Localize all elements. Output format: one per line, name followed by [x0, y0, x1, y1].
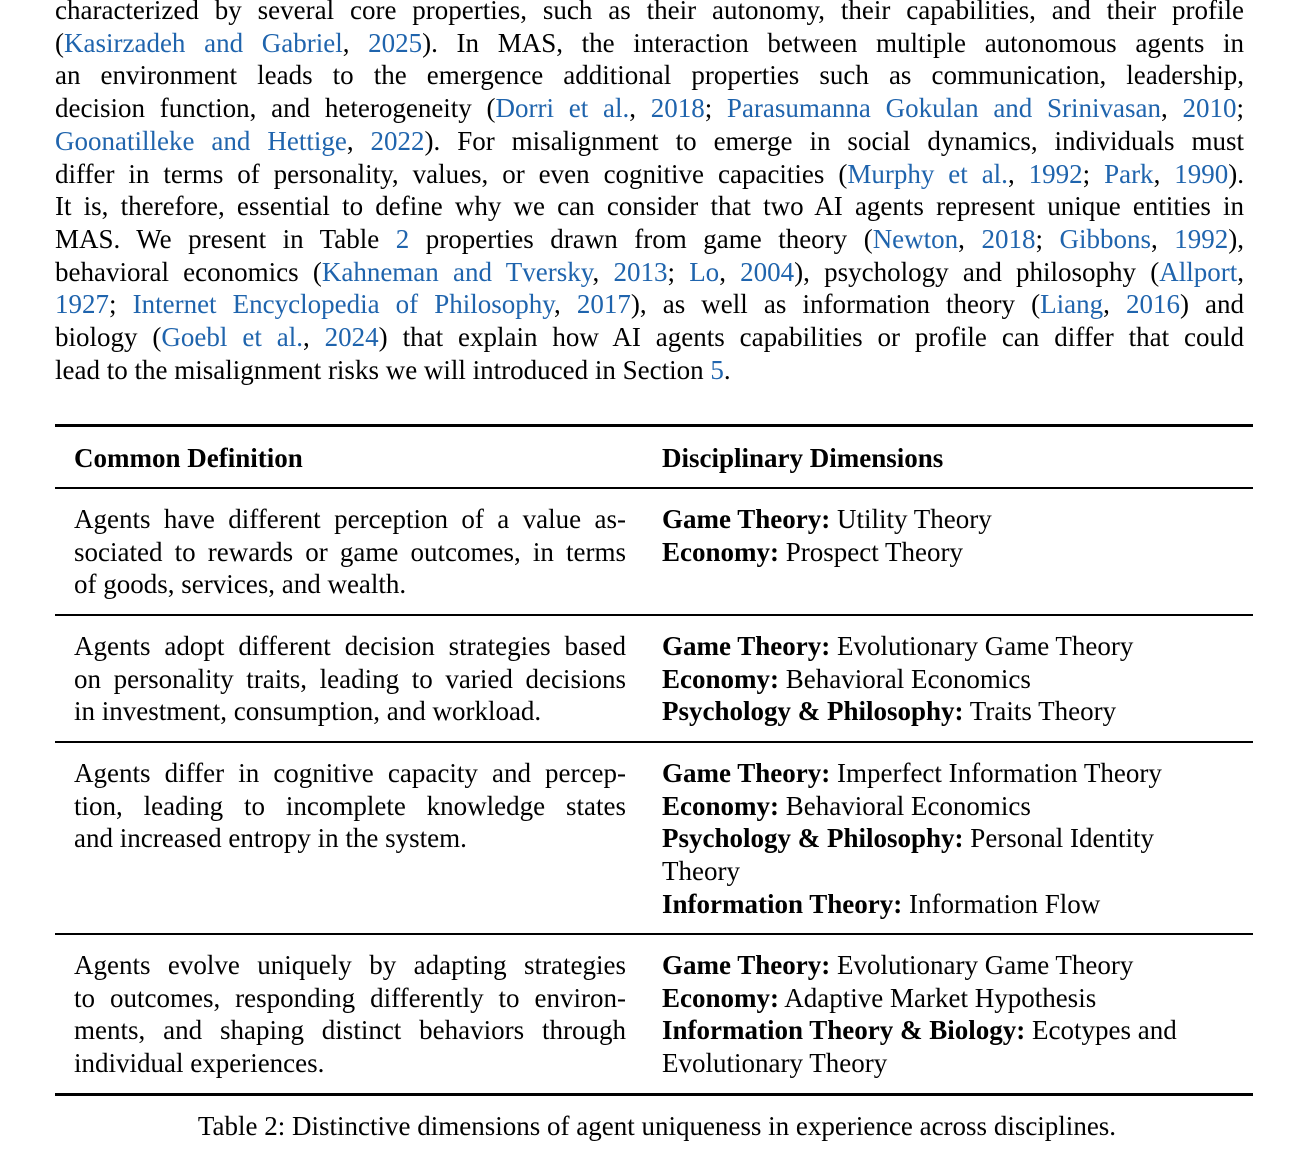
paragraph-text: MAS. We present in Table [55, 223, 396, 254]
paragraph-text: ; [109, 289, 133, 320]
paragraph-line [55, 354, 1244, 387]
table-header-rule [55, 487, 1253, 489]
dimension-item [662, 536, 1236, 569]
paragraph-text: , [719, 256, 741, 287]
citation-link[interactable]: Allport [1159, 256, 1238, 287]
dimension-theory: Personal Identity Theory [662, 823, 1155, 887]
dimension-discipline: Psychology & Philosophy: [662, 823, 964, 854]
citation-link[interactable]: 2025 [368, 27, 423, 58]
citation-link[interactable]: Park [1104, 158, 1154, 189]
dimension-item [662, 757, 1236, 790]
citation-link[interactable]: 2018 [981, 223, 1036, 254]
paragraph-text: ) that explain how AI agents capabilities or profile can differ that could [378, 322, 1245, 353]
dimension-discipline: Economy: [662, 663, 779, 694]
paragraph-text: , [1103, 289, 1126, 320]
paragraph-text: , [1007, 158, 1029, 189]
definition-line: Agents adopt different decision strategies based [74, 631, 626, 661]
paragraph-text: ) and [1179, 289, 1245, 320]
citation-link[interactable]: 1992 [1174, 223, 1229, 254]
paragraph-text: properties drawn from game theory ( [409, 223, 873, 254]
paragraph-text: , [1150, 223, 1175, 254]
dimension-discipline: Game Theory: [662, 631, 831, 661]
paragraph-text: differ in terms of personality, values, or even cognitive capacities ( [55, 158, 848, 189]
table-bottom-rule [55, 1093, 1253, 1096]
table-cell-dimensions [662, 949, 1236, 1080]
dimension-discipline: Game Theory: [662, 950, 831, 980]
paragraph-text: behavioral economics ( [55, 256, 322, 287]
paragraph-text: , [346, 125, 371, 156]
citation-link[interactable]: Parasumanna Gokulan and Srinivasan [726, 93, 1162, 124]
citation-link[interactable]: Kasirzadeh and Gabriel [64, 27, 343, 58]
citation-link[interactable]: 2004 [740, 256, 795, 287]
paragraph-text: ; [1035, 223, 1060, 254]
citation-link[interactable]: 1990 [1174, 158, 1229, 189]
dimension-item [662, 663, 1236, 696]
dimension-discipline: Game Theory: [662, 758, 831, 788]
definition-line: sociated to rewards or game outcomes, in terms [74, 536, 626, 567]
paragraph-line [55, 158, 1244, 191]
definition-line: ments, and shaping distinct behaviors through [74, 1015, 626, 1046]
citation-link[interactable]: 2018 [650, 93, 705, 124]
table-cell-definition [74, 757, 626, 855]
paragraph-text: ). [1228, 158, 1244, 189]
table-cell-dimensions [662, 503, 1236, 568]
dimension-item [662, 1014, 1236, 1079]
paragraph-text: ( [55, 27, 64, 58]
paragraph-text: , [1161, 93, 1183, 124]
citation-link[interactable]: Dorri et al. [495, 93, 630, 124]
paragraph-line [55, 0, 1244, 27]
paragraph-text: ; [704, 93, 727, 124]
citation-link[interactable]: 2010 [1182, 93, 1237, 124]
table-header-common-definition: Common Definition [74, 443, 303, 473]
paragraph-text: , [554, 289, 577, 320]
paragraph-text: , [958, 223, 982, 254]
dimension-theory: Behavioral Economics [779, 790, 1031, 821]
dimension-discipline: Economy: [662, 982, 779, 1013]
citation-link[interactable]: Newton [872, 223, 959, 254]
table-row-rule [55, 741, 1253, 743]
paragraph-text: . [723, 354, 731, 385]
citation-link[interactable]: 1927 [55, 289, 109, 320]
citation-link[interactable]: 2013 [613, 256, 668, 287]
citation-link[interactable]: 2022 [370, 125, 425, 156]
definition-line: on personality traits, leading to varied decisions [74, 663, 626, 694]
definition-line: tion, leading to incomplete knowledge states [74, 790, 626, 821]
citation-link[interactable]: Goonatilleke and Hettige [55, 125, 347, 156]
paragraph-text: , [629, 93, 651, 124]
citation-link[interactable]: 5 [710, 354, 724, 385]
citation-link[interactable]: Lo [689, 256, 720, 287]
definition-line: and increased entropy in the system. [74, 823, 467, 854]
table-cell-dimensions [662, 630, 1236, 728]
dimension-theory: Adaptive Market Hypothesis [779, 982, 1097, 1013]
citation-link[interactable]: Goebl et al. [161, 322, 303, 353]
definition-line: Agents have different perception of a value as- [74, 504, 626, 534]
dimension-theory: Ecotypes and Evolutionary Theory [662, 1015, 1177, 1079]
paragraph-text: ), as well as information theory ( [630, 289, 1041, 320]
definition-line: Agents evolve uniquely by adapting strategies [74, 950, 626, 980]
paragraph-text: ; [1082, 158, 1105, 189]
table-cell-definition [74, 630, 626, 728]
citation-link[interactable]: Kahneman and Tversky [321, 256, 593, 287]
paragraph-text: lead to the misalignment risks we will introduced in Section [55, 354, 711, 385]
paragraph-line [55, 125, 1244, 158]
dimension-item [662, 982, 1236, 1015]
dimension-theory: Behavioral Economics [779, 663, 1031, 694]
dimension-item [662, 695, 1236, 728]
dimension-item [662, 888, 1236, 921]
paragraph-line [55, 288, 1244, 321]
table-top-rule [55, 424, 1253, 427]
paragraph-text: decision function, and heterogeneity ( [55, 93, 496, 124]
paragraph-text: biology ( [55, 322, 162, 353]
paragraph-text: an environment leads to the emergence additional properties such as communication, leadership, [55, 60, 1244, 91]
dimension-theory: Evolutionary Game Theory [830, 950, 1134, 980]
paragraph-text: ; [1236, 93, 1245, 124]
citation-link[interactable]: Gibbons [1059, 223, 1151, 254]
citation-link[interactable]: 1992 [1028, 158, 1083, 189]
paragraph-text: , [302, 322, 325, 353]
paragraph-text: , [1237, 256, 1245, 287]
paragraph-text: ; [667, 256, 690, 287]
dimension-discipline: Psychology & Philosophy: [662, 696, 964, 727]
dimension-discipline: Economy: [662, 790, 779, 821]
dimension-item [662, 949, 1236, 982]
definition-line: individual experiences. [74, 1048, 325, 1079]
dimension-item [662, 630, 1236, 663]
paragraph-line [55, 27, 1244, 60]
paragraph-line [55, 256, 1244, 289]
paragraph-line [55, 92, 1244, 125]
dimension-discipline: Economy: [662, 536, 779, 567]
paragraph-line [55, 223, 1244, 256]
dimension-theory: Imperfect Information Theory [830, 758, 1162, 788]
citation-link[interactable]: Internet Encyclopedia of Philosophy [132, 289, 555, 320]
paragraph-line [55, 59, 1244, 92]
citation-link[interactable]: 2017 [576, 289, 631, 320]
table-cell-dimensions [662, 757, 1236, 921]
paragraph-text: , [1153, 158, 1175, 189]
citation-link[interactable]: Murphy et al. [847, 158, 1008, 189]
paragraph-text: , [342, 27, 369, 58]
paragraph-text: characterized by several core properties, such as their autonomy, their capabilities, and their profile [55, 0, 1244, 25]
dimension-item [662, 503, 1236, 536]
table-row-rule [55, 933, 1253, 935]
definition-line: Agents differ in cognitive capacity and percep- [74, 758, 626, 788]
dimension-item [662, 790, 1236, 823]
citation-link[interactable]: 2016 [1125, 289, 1180, 320]
dimension-theory: Evolutionary Game Theory [830, 631, 1134, 661]
definition-line: to outcomes, responding differently to environ- [74, 982, 626, 1013]
table-row-rule [55, 614, 1253, 616]
dimension-discipline: Game Theory: [662, 504, 831, 534]
paragraph-text: ), [1228, 223, 1244, 254]
citation-link[interactable]: Liang [1040, 289, 1104, 320]
paragraph-text: ), psychology and philosophy ( [794, 256, 1160, 287]
body-paragraph [55, 0, 1244, 386]
dimension-theory: Utility Theory [830, 504, 992, 534]
paragraph-text: It is, therefore, essential to define why we can consider that two AI agents represent unique entities in [55, 191, 1244, 222]
dimension-discipline: Information Theory: [662, 888, 903, 919]
paragraph-text: ). For misalignment to emerge in social dynamics, individuals must [424, 125, 1245, 156]
citation-link[interactable]: 2024 [324, 322, 379, 353]
dimension-item [662, 822, 1236, 887]
citation-link[interactable]: 2 [395, 223, 410, 254]
paragraph-text: ). In MAS, the interaction between multiple autonomous agents in [422, 27, 1244, 58]
paragraph-line [55, 321, 1244, 354]
table-cell-definition [74, 949, 626, 1080]
dimension-theory: Information Flow [902, 888, 1101, 919]
table-caption: Table 2: Distinctive dimensions of agent uniqueness in experience across disciplines. [197, 1111, 1117, 1141]
definition-line: in investment, consumption, and workload. [74, 696, 542, 727]
paragraph-text: , [592, 256, 614, 287]
definition-line: of goods, services, and wealth. [74, 569, 407, 600]
paragraph-line [55, 190, 1244, 223]
dimension-discipline: Information Theory & Biology: [662, 1015, 1026, 1046]
dimension-theory: Prospect Theory [779, 536, 963, 567]
table-cell-definition [74, 503, 626, 601]
table-header-disciplinary-dimensions: Disciplinary Dimensions [662, 443, 944, 473]
dimension-theory: Traits Theory [963, 696, 1117, 727]
